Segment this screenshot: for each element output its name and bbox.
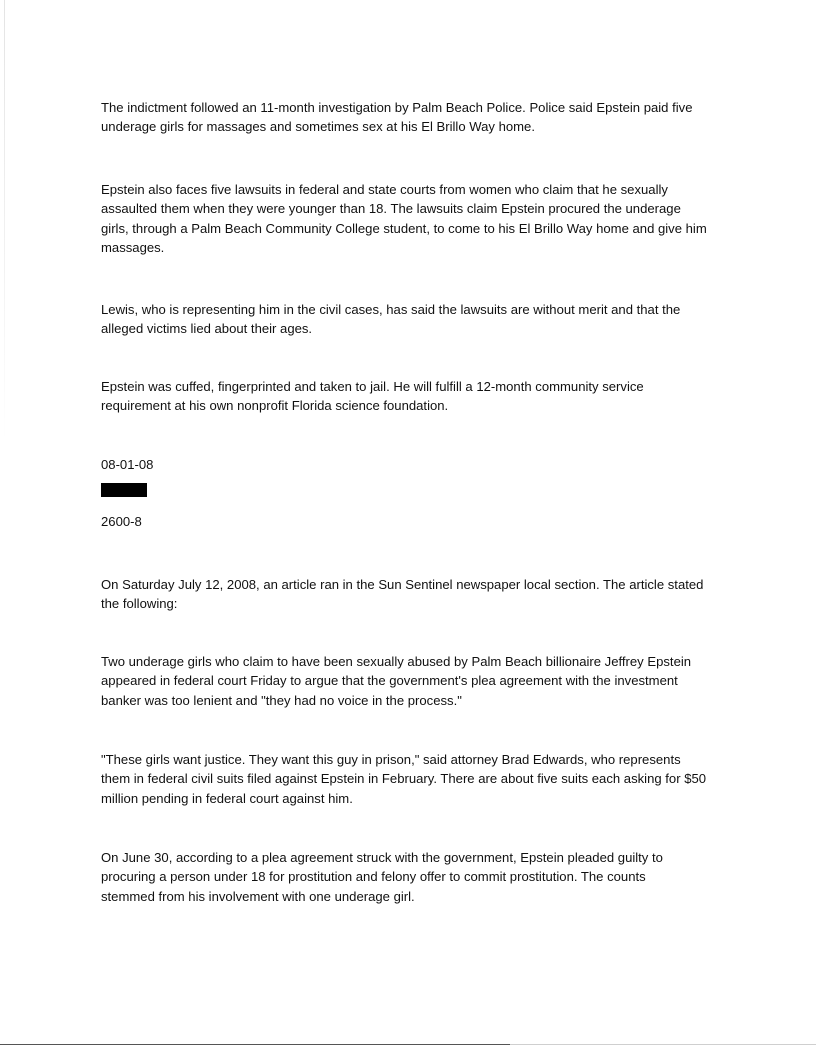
- text-line: girls, through a Palm Beach Community College student, to come to his El Brillo Way home and give him: [101, 220, 707, 236]
- text-line: procuring a person under 18 for prostitution and felony offer to commit prostitution. The counts: [101, 869, 646, 885]
- text-line: underage girls for massages and sometimes sex at his El Brillo Way home.: [101, 119, 535, 135]
- paragraph-article-intro: [101, 575, 741, 614]
- paragraph-justice: [101, 750, 741, 808]
- text-line: Lewis, who is representing him in the civil cases, has said the lawsuits are without merit and that the: [101, 302, 681, 317]
- text-line: 08-01-08: [101, 457, 154, 472]
- text-line: Epstein was cuffed, fingerprinted and taken to jail. He will fulfill a 12-month community service: [101, 379, 644, 394]
- paragraph-cuffed: [101, 377, 741, 416]
- text-line: "These girls want justice. They want this guy in prison," said attorney Brad Edwards, who represents: [101, 752, 681, 767]
- text-line: The indictment followed an 11-month investigation by Palm Beach Police. Police said Epstein paid five: [101, 100, 693, 115]
- text-line: alleged victims lied about their ages.: [101, 321, 313, 337]
- text-line: On Saturday July 12, 2008, an article ran in the Sun Sentinel newspaper local section. The article stated: [101, 577, 704, 592]
- paragraph-court: [101, 652, 741, 710]
- text-line: requirement at his own nonprofit Florida science foundation.: [101, 398, 449, 414]
- text-line: Two underage girls who claim to have been sexually abused by Palm Beach billionaire Jeffrey Epstein: [101, 654, 692, 669]
- text-line: the following:: [101, 596, 178, 612]
- bottom-rule: [0, 1044, 510, 1045]
- paragraph-plea: [101, 848, 741, 906]
- date-entry: [101, 455, 741, 474]
- paragraph-lewis: [101, 300, 741, 339]
- bottom-rule-faint: [510, 1044, 816, 1045]
- text-line: Epstein also faces five lawsuits in federal and state courts from women who claim that he sexually: [101, 182, 668, 197]
- text-line: On June 30, according to a plea agreement struck with the government, Epstein pleaded guilty to: [101, 850, 663, 865]
- redaction-block: [101, 483, 147, 497]
- case-number: [101, 512, 741, 531]
- scan-edge-mark: [4, 0, 5, 440]
- text-line: massages.: [101, 240, 165, 256]
- text-line: 2600-8: [101, 514, 142, 529]
- text-line: assaulted them when they were younger than 18. The lawsuits claim Epstein procured the underage: [101, 201, 681, 217]
- text-line: million pending in federal court against him.: [101, 790, 353, 806]
- text-line: banker was too lenient and "they had no voice in the process.": [101, 692, 462, 708]
- text-line: stemmed from his involvement with one underage girl.: [101, 888, 415, 904]
- paragraph-lawsuits: [101, 180, 741, 258]
- text-line: appeared in federal court Friday to argue that the government's plea agreement with the investment: [101, 673, 678, 689]
- text-line: them in federal civil suits filed against Epstein in February. There are about five suits each asking for $50: [101, 771, 707, 787]
- paragraph-indictment: [101, 98, 741, 137]
